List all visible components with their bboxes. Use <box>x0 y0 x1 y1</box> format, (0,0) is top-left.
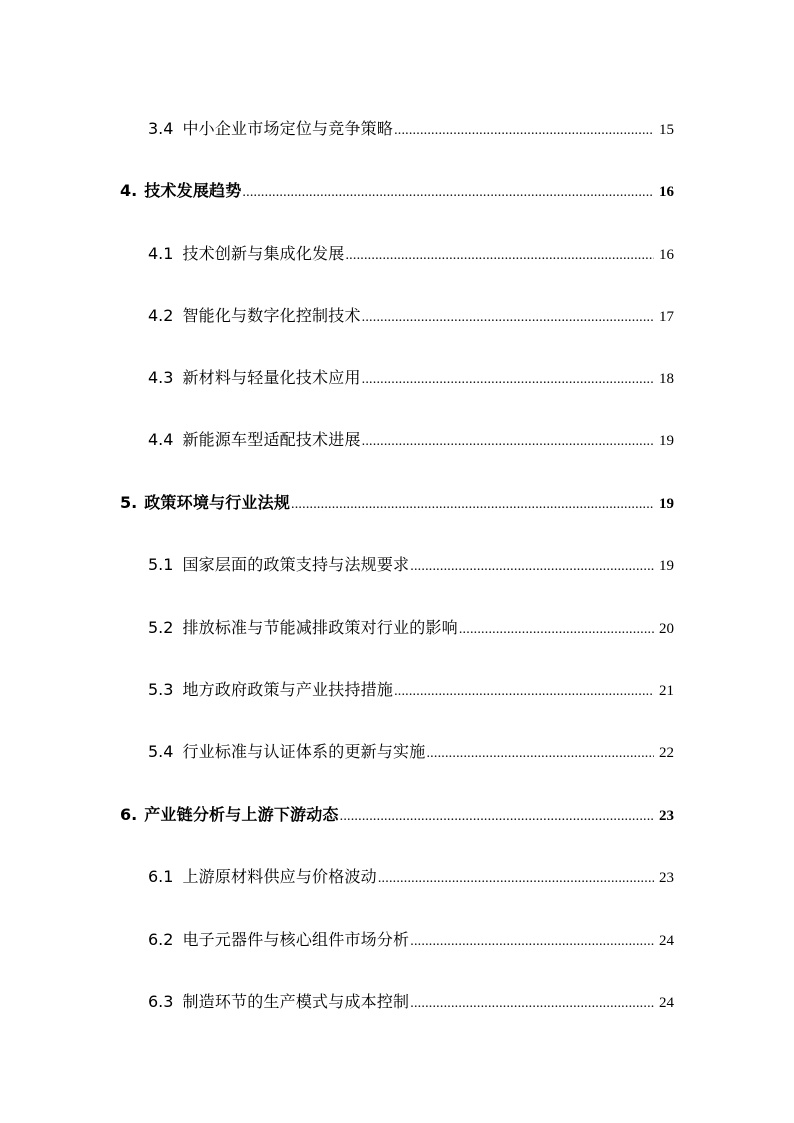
toc-entry-title: 新材料与轻量化技术应用 <box>182 368 361 387</box>
toc-entry-title: 上游原材料供应与价格波动 <box>182 867 377 886</box>
toc-dot-leader <box>426 742 654 766</box>
toc-entry-number: 4.3 <box>148 368 174 387</box>
toc-entry-title: 行业标准与认证体系的更新与实施 <box>182 742 426 761</box>
toc-entry-page: 15 <box>659 122 674 138</box>
toc-entry-3-4[interactable] <box>148 117 674 141</box>
toc-entry-title: 排放标准与节能减排政策对行业的影响 <box>182 618 458 637</box>
toc-entry-page: 19 <box>659 558 674 574</box>
toc-entry-page: 17 <box>659 309 674 325</box>
toc-dot-leader <box>362 306 654 330</box>
toc-dot-leader <box>459 618 654 642</box>
toc-entry-page: 23 <box>659 808 674 824</box>
toc-entry-6-3[interactable] <box>148 990 674 1014</box>
toc-dot-leader <box>242 181 654 205</box>
toc-entry-number: 5.3 <box>148 680 174 699</box>
toc-entry-title: 技术发展趋势 <box>144 181 242 200</box>
toc-entry-5[interactable] <box>120 491 674 515</box>
toc-entry-page: 20 <box>659 621 674 637</box>
toc-entry-number: 3.4 <box>148 119 174 138</box>
toc-entry-title: 新能源车型适配技术进展 <box>182 430 361 449</box>
toc-entry-5-2[interactable] <box>148 616 674 640</box>
toc-entry-6[interactable] <box>120 803 674 827</box>
toc-entry-6-1[interactable] <box>148 865 674 889</box>
toc-entry-5-4[interactable] <box>148 740 674 764</box>
toc-entry-number: 6. <box>120 805 138 824</box>
toc-entry-page: 16 <box>659 247 674 263</box>
toc-entry-number: 5.1 <box>148 555 174 574</box>
toc-entry-4[interactable] <box>120 179 674 203</box>
toc-dot-leader <box>291 493 654 517</box>
toc-entry-page: 19 <box>659 433 674 449</box>
toc-entry-6-2[interactable] <box>148 928 674 952</box>
toc-dot-leader <box>410 992 654 1016</box>
toc-entry-number: 4. <box>120 181 138 200</box>
toc-entry-page: 24 <box>659 933 674 949</box>
toc-entry-page: 18 <box>659 371 674 387</box>
toc-entry-number: 5.4 <box>148 742 174 761</box>
toc-entry-title: 政策环境与行业法规 <box>144 493 291 512</box>
toc-entry-title: 地方政府政策与产业扶持措施 <box>182 680 394 699</box>
toc-entry-title: 电子元器件与核心组件市场分析 <box>182 930 410 949</box>
toc-dot-leader <box>410 555 654 579</box>
toc-entry-page: 22 <box>659 745 674 761</box>
toc-entry-title: 中小企业市场定位与竞争策略 <box>182 119 394 138</box>
toc-entry-number: 6.3 <box>148 992 174 1011</box>
toc-entry-number: 5. <box>120 493 138 512</box>
toc-entry-page: 19 <box>659 496 674 512</box>
toc-entry-title: 智能化与数字化控制技术 <box>182 306 361 325</box>
toc-entry-5-1[interactable] <box>148 553 674 577</box>
toc-entry-number: 6.1 <box>148 867 174 886</box>
toc-dot-leader <box>362 368 654 392</box>
toc-entry-5-3[interactable] <box>148 678 674 702</box>
toc-entry-4-1[interactable] <box>148 242 674 266</box>
toc-dot-leader <box>394 119 654 143</box>
toc-entry-4-4[interactable] <box>148 428 674 452</box>
toc-dot-leader <box>378 867 654 891</box>
toc-entry-4-2[interactable] <box>148 304 674 328</box>
toc-entry-4-3[interactable] <box>148 366 674 390</box>
toc-dot-leader <box>340 805 654 829</box>
toc-entry-number: 4.4 <box>148 430 174 449</box>
toc-dot-leader <box>394 680 654 704</box>
toc-entry-title: 国家层面的政策支持与法规要求 <box>182 555 410 574</box>
toc-entry-number: 4.1 <box>148 244 174 263</box>
toc-dot-leader <box>345 244 654 268</box>
toc-entry-title: 产业链分析与上游下游动态 <box>144 805 339 824</box>
toc-entry-title: 制造环节的生产模式与成本控制 <box>182 992 410 1011</box>
toc-entry-page: 21 <box>659 683 674 699</box>
toc-entry-number: 6.2 <box>148 930 174 949</box>
toc-entry-number: 4.2 <box>148 306 174 325</box>
toc-entry-page: 23 <box>659 870 674 886</box>
toc-entry-page: 16 <box>659 184 674 200</box>
toc-entry-title: 技术创新与集成化发展 <box>182 244 345 263</box>
toc-dot-leader <box>362 430 654 454</box>
toc-entry-number: 5.2 <box>148 618 174 637</box>
toc-entry-page: 24 <box>659 995 674 1011</box>
toc-dot-leader <box>410 930 654 954</box>
